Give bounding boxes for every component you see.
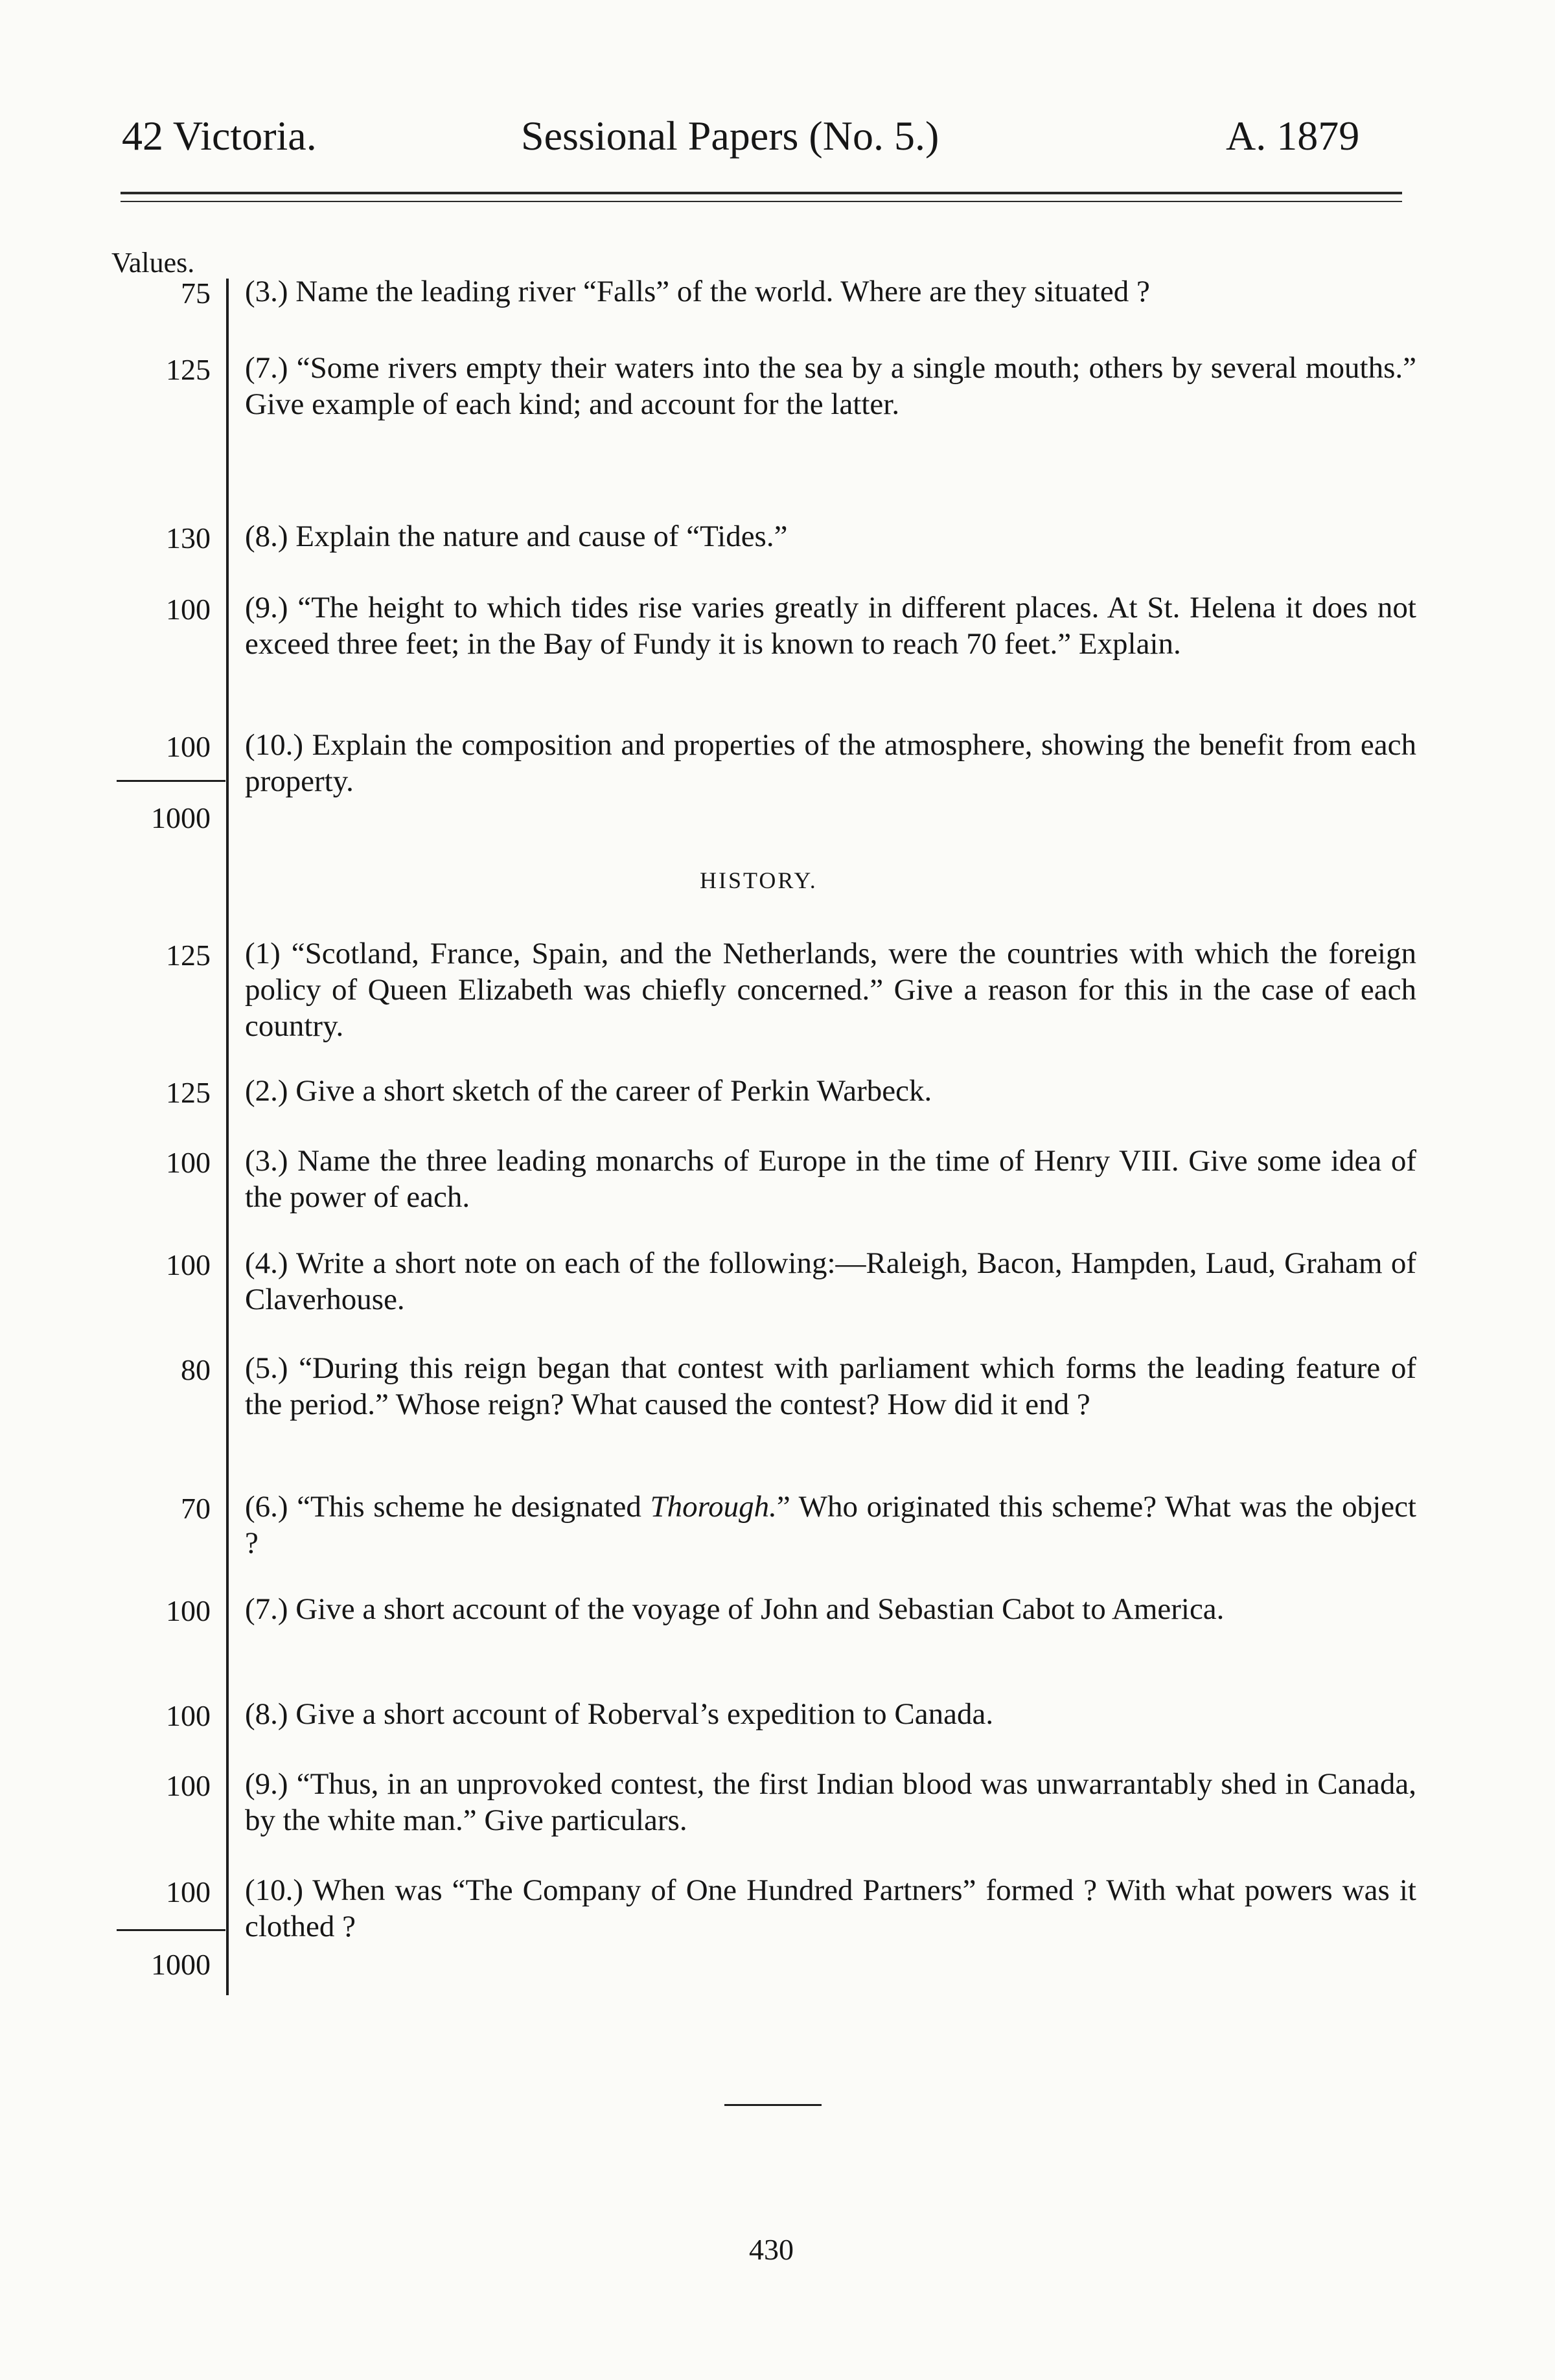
values-column-divider (226, 279, 229, 1995)
question-text-part: (6.) “This scheme he designated (245, 1490, 651, 1524)
question-text: (9.) “Thus, in an unprovoked contest, the first Indian blood was unwarrantably shed in Canada, by the white man.” Give particulars. (245, 1767, 1416, 1837)
values-total: 1000 (151, 801, 211, 834)
question-value: 100 (166, 1875, 211, 1908)
question-value: 100 (166, 1248, 211, 1281)
question-text: (8.) Explain the nature and cause of “Tides.” (245, 520, 788, 553)
question-text: (8.) Give a short account of Roberval’s expedition to Canada. (245, 1697, 994, 1731)
question-text: (7.) Give a short account of the voyage of John and Sebastian Cabot to America. (245, 1592, 1225, 1626)
header-title: Sessional Papers (No. 5.) (521, 113, 939, 159)
question-value: 100 (166, 1146, 211, 1179)
values-total-rule (117, 1929, 225, 1931)
question-text: (3.) Name the three leading monarchs of Europe in the time of Henry VIII. Give some idea of the power of each. (245, 1144, 1416, 1214)
question-value: 125 (166, 939, 211, 972)
question-value: 130 (166, 521, 211, 555)
question-text (245, 1489, 1416, 1561)
question-value: 125 (166, 1076, 211, 1109)
question-text: (4.) Write a short note on each of the following:—Raleigh, Bacon, Hampden, Laud, Graham of Claverhouse. (245, 1246, 1416, 1316)
page-number: 430 (749, 2233, 794, 2266)
question-text-part: ” Who originated this scheme? What was the object ? (245, 1490, 1416, 1560)
question-text: (5.) “During this reign began that contest with parliament which forms the leading feature of the period.” Whose reign? What caused the contest? How did it end ? (245, 1351, 1416, 1421)
question-text: (1) “Scotland, France, Spain, and the Netherlands, were the countries with which the foreign policy of Queen Elizabeth was chiefly concerned.” Give a reason for this in the case of each country. (245, 937, 1416, 1043)
values-column-label: Values. (111, 247, 195, 279)
question-value: 75 (181, 277, 211, 310)
question-value: 100 (166, 593, 211, 626)
question-value: 100 (166, 1594, 211, 1627)
values-total: 1000 (151, 1948, 211, 1981)
header-rule-bottom (121, 201, 1402, 202)
question-value: 125 (166, 353, 211, 386)
question-text: (9.) “The height to which tides rise varies greatly in different places. At St. Helena it does not exceed three feet; in the Bay of Fundy it is known to reach 70 feet.” Explain. (245, 591, 1416, 661)
question-value: 100 (166, 730, 211, 763)
question-text: (2.) Give a short sketch of the career of Perkin Warbeck. (245, 1074, 932, 1108)
question-text: (10.) Explain the composition and properties of the atmosphere, showing the benefit from each property. (245, 728, 1416, 798)
question-text: (10.) When was “The Company of One Hundred Partners” formed ? With what powers was it clothed ? (245, 1873, 1416, 1943)
question-text: (3.) Name the leading river “Falls” of the world. Where are they situated ? (245, 275, 1150, 308)
footer-rule (724, 2104, 822, 2106)
question-value: 100 (166, 1769, 211, 1802)
header-session: 42 Victoria. (122, 113, 317, 159)
section-title: HISTORY. (700, 867, 818, 893)
question-value: 70 (181, 1492, 211, 1525)
question-text: (7.) “Some rivers empty their waters into the sea by a single mouth; others by several mouths.” Give example of each kind; and account for the latter. (245, 351, 1416, 421)
question-value: 100 (166, 1699, 211, 1732)
header-year: A. 1879 (1226, 113, 1360, 159)
values-total-rule (117, 780, 225, 782)
question-text-italic: Thorough. (650, 1490, 777, 1524)
header-rule-top (121, 192, 1402, 194)
question-value: 80 (181, 1353, 211, 1386)
